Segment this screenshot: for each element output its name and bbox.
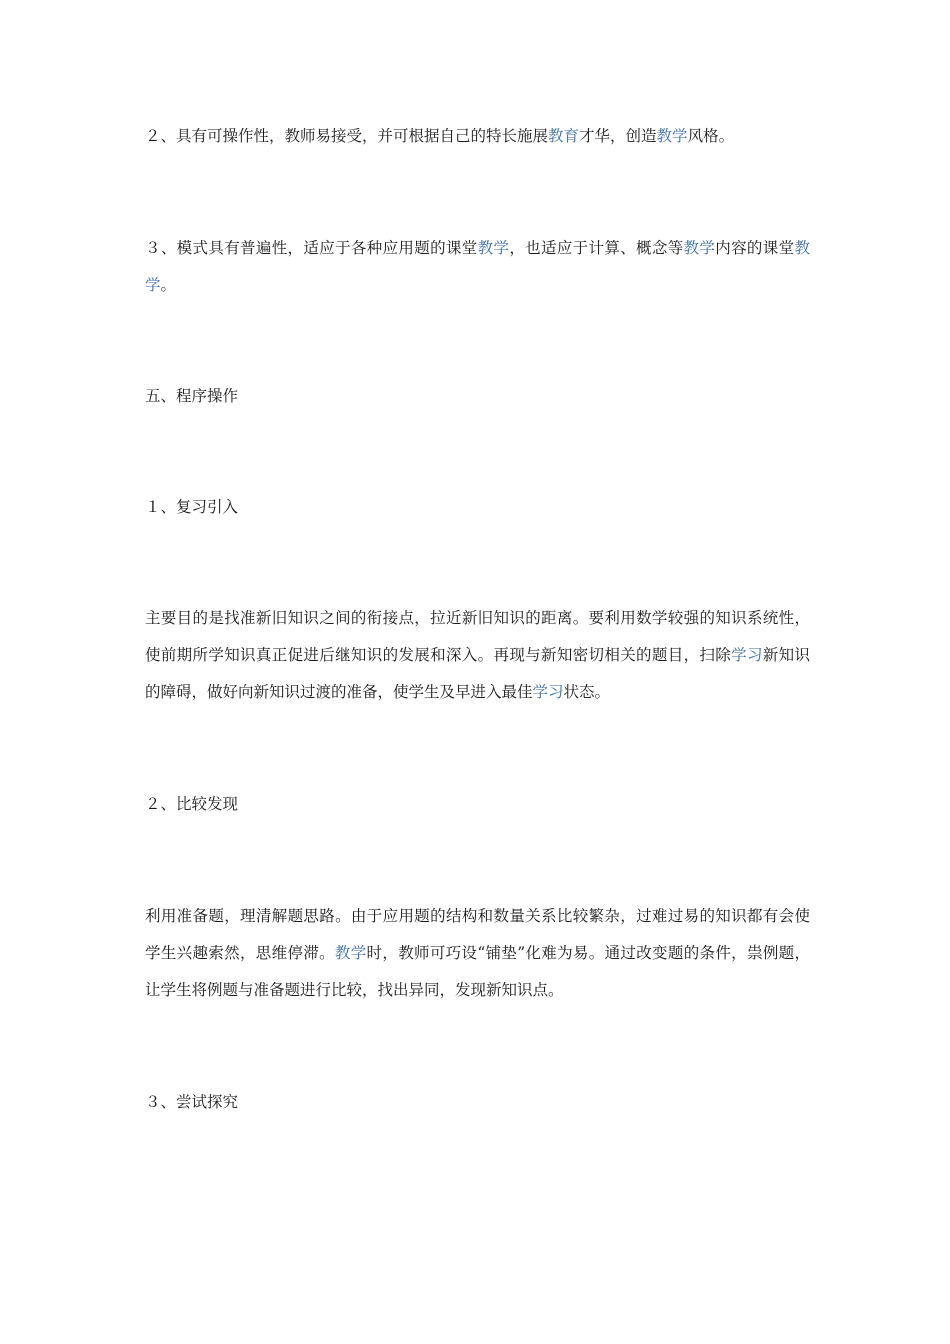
text-run: 内容的课堂 <box>715 239 795 257</box>
paragraph-review <box>145 600 810 711</box>
link-teaching[interactable]: 教学 <box>683 239 716 257</box>
text-run: 风格。 <box>687 127 735 145</box>
text-run: 才华，创造 <box>579 127 657 145</box>
text-run: ３、模式具有普遍性，适应于各种应用题的课堂 <box>145 239 478 257</box>
paragraph-operability <box>145 118 810 155</box>
text-run: 时，教师可巧设“铺垫”化难为易。通过改变题的条件，祟例题，让学生将例题与准备题进行比较，找出异同，发现新知识点。 <box>145 944 810 999</box>
text-run: 利用准备题，理清解题思路。由于应用题的结构和数量关系比较繁杂，过难过易的知识都有会使学生兴趣索然，思维停滞。 <box>145 907 810 962</box>
text-run: ，也适应于计算、概念等 <box>509 239 684 257</box>
subheading-review: １、复习引入 <box>145 498 239 516</box>
link-education[interactable]: 教育 <box>548 127 580 145</box>
link-teaching[interactable]: 教学 <box>656 127 688 145</box>
text-run: 状态。 <box>563 683 611 701</box>
text-run: 新知识的障碍，做好向新知识过渡的准备，使学生及早进入最佳 <box>145 646 810 701</box>
text-run: 主要目的是找准新旧知识之间的衔接点，拉近新旧知识的距离。要利用数学较强的知识系统性，使前期所学知识真正促进后继知识的发展和深入。再现与新知密切相关的题目，扫除 <box>145 609 810 664</box>
section-heading-procedure: 五、程序操作 <box>145 387 239 405</box>
link-teaching[interactable]: 教学 <box>334 944 367 962</box>
text-run: 。 <box>160 276 177 294</box>
link-learning[interactable]: 学习 <box>731 646 763 664</box>
subheading-explore: ３、尝试探究 <box>145 1093 239 1111</box>
subheading-compare: ２、比较发现 <box>145 795 239 813</box>
link-teaching[interactable]: 教学 <box>145 239 810 294</box>
link-teaching[interactable]: 教学 <box>477 239 510 257</box>
paragraph-compare <box>145 898 810 1009</box>
text-run: ２、具有可操作性，教师易接受，并可根据自己的特长施展 <box>145 127 549 145</box>
link-learning[interactable]: 学习 <box>532 683 564 701</box>
paragraph-universality <box>145 230 810 304</box>
